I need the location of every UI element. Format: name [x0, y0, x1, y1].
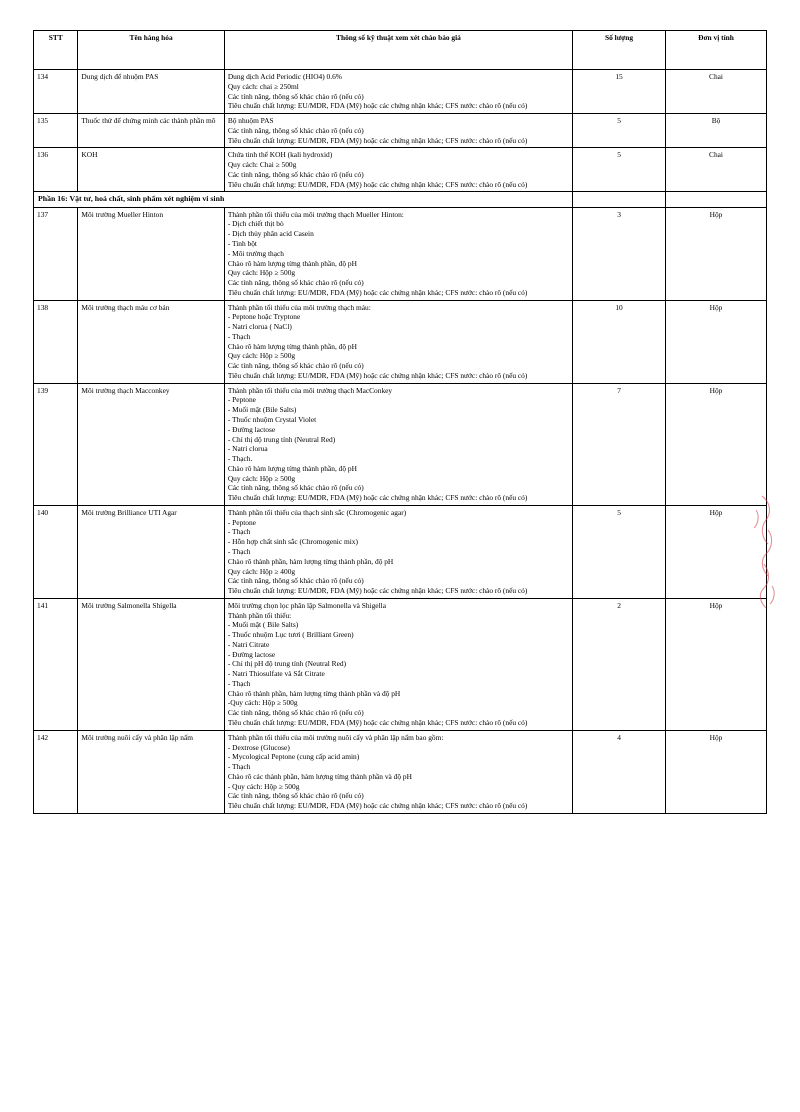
- spec-line: Tiêu chuẩn chất lượng: EU/MDR, FDA (Mỹ) hoặc các chứng nhận khác; CFS nước: chào rõ (nếu có): [227, 717, 528, 727]
- cell-spec: [224, 300, 572, 383]
- cell-stt: 141: [34, 598, 78, 730]
- spec-line: - Đường lactose: [227, 649, 276, 659]
- table-row: [34, 383, 767, 505]
- column-header-stt: STT: [34, 31, 78, 70]
- cell-stt: 140: [34, 505, 78, 598]
- cell-name: Dung dịch để nhuộm PAS: [78, 70, 224, 114]
- spec-line: Các tính năng, thông số khác chào rõ (nếu có): [227, 576, 364, 586]
- table-row: [34, 148, 767, 192]
- spec-line: - Hỗn hợp chất sinh sắc (Chromogenic mix): [227, 537, 358, 547]
- cell-stt: 138: [34, 300, 78, 383]
- spec-line: - Đường lactose: [227, 424, 276, 434]
- spec-line: Thành phần tối thiểu:: [227, 610, 292, 620]
- cell-qty: 5: [573, 148, 666, 192]
- spec-line: Thành phần tối thiểu của môi trường nuôi cấy và phân lập nấm bao gồm:: [227, 732, 444, 742]
- cell-qty: 7: [573, 383, 666, 505]
- table-body: [34, 70, 767, 814]
- cell-stt: 137: [34, 207, 78, 300]
- spec-line: Các tính năng, thông số khác chào rõ (nếu có): [227, 361, 364, 371]
- cell-unit: Hộp: [666, 505, 767, 598]
- cell-stt: 142: [34, 730, 78, 813]
- spec-line: Chào rõ hàm lượng từng thành phần, độ pH: [227, 341, 357, 351]
- cell-name: Môi trường thạch máu cơ bản: [78, 300, 224, 383]
- table-row: [34, 300, 767, 383]
- spec-line: - Mycological Peptone (cung cấp acid amin): [227, 752, 360, 762]
- spec-line: - Chỉ thị pH độ trung tính (Neutral Red): [227, 659, 347, 669]
- spec-line: Tiêu chuẩn chất lượng: EU/MDR, FDA (Mỹ) hoặc các chứng nhận khác; CFS nước: chào rõ (nếu có): [227, 135, 528, 145]
- cell-stt: 135: [34, 114, 78, 148]
- spec-line: Chứa tinh thể KOH (kali hydroxid): [227, 150, 333, 160]
- spec-line: Tiêu chuẩn chất lượng: EU/MDR, FDA (Mỹ) hoặc các chứng nhận khác; CFS nước: chào rõ (nếu có): [227, 370, 528, 380]
- cell-name: Môi trường nuôi cấy và phân lập nấm: [78, 730, 224, 813]
- spec-line: Chào rõ thành phần, hàm lượng từng thành phần, độ pH: [227, 556, 394, 566]
- spec-line: Tiêu chuẩn chất lượng: EU/MDR, FDA (Mỹ) hoặc các chứng nhận khác; CFS nước: chào rõ (nếu có): [227, 179, 528, 189]
- spec-line: - Thạch: [227, 678, 251, 688]
- cell-qty: 10: [573, 300, 666, 383]
- spec-line: - Tinh bột: [227, 239, 257, 248]
- cell-name: Môi trường Mueller Hinton: [78, 207, 224, 300]
- spec-line: - Peptone: [227, 395, 256, 405]
- spec-line: - Chỉ thị dộ trung tính (Neutral Red): [227, 434, 336, 444]
- cell-unit: Hộp: [666, 598, 767, 730]
- spec-line: Quy cách: Hộp ≥ 500g: [227, 473, 296, 483]
- spec-line: - Peptone hoặc Tryptone: [227, 312, 301, 322]
- section-row: [34, 192, 767, 207]
- spec-line: Tiêu chuẩn chất lượng: EU/MDR, FDA (Mỹ) hoặc các chứng nhận khác; CFS nước: chào rõ (nếu có): [227, 801, 528, 811]
- spec-line: - Dịch chiết thịt bò: [227, 219, 284, 229]
- spec-line: - Peptone: [227, 517, 256, 527]
- spec-line: - Thạch: [227, 546, 251, 556]
- spec-line: - Môi trường thạch: [227, 248, 284, 258]
- spec-line: Chào rõ hàm lượng từng thành phần, độ pH: [227, 258, 357, 268]
- spec-line: Dung dịch Acid Periodic (HIO4) 0.6%: [227, 72, 342, 81]
- spec-line: Tiêu chuẩn chất lượng: EU/MDR, FDA (Mỹ) hoặc các chứng nhận khác; CFS nước: chào rõ (nếu có): [227, 586, 528, 596]
- spec-line: Quy cách: chai ≥ 250ml: [227, 81, 299, 91]
- spec-line: Tiêu chuẩn chất lượng: EU/MDR, FDA (Mỹ) hoặc các chứng nhận khác; CFS nước: chào rõ (nếu có): [227, 101, 528, 111]
- items-table: [33, 30, 767, 814]
- section-qty-cell: [573, 192, 666, 207]
- cell-name: Thuốc thử để chứng minh các thành phần mô: [78, 114, 224, 148]
- cell-name: KOH: [78, 148, 224, 192]
- column-header-name: Tên hàng hóa: [78, 31, 224, 70]
- cell-qty: 3: [573, 207, 666, 300]
- cell-qty: 5: [573, 505, 666, 598]
- spec-line: Thành phần tối thiểu của môi trường thạch MacConkey: [227, 385, 393, 395]
- spec-line: - Thuốc nhuộm Lục tươi ( Brilliant Green): [227, 630, 354, 640]
- spec-line: Bộ nhuộm PAS: [227, 116, 274, 126]
- cell-spec: [224, 730, 572, 813]
- spec-line: - Thạch.: [227, 454, 253, 464]
- cell-qty: 4: [573, 730, 666, 813]
- column-header-spec: Thông số kỹ thuật xem xét chào báo giá: [224, 31, 572, 70]
- cell-qty: 15: [573, 70, 666, 114]
- spec-line: Chào rõ các thành phần, hàm lượng từng thành phần và độ pH: [227, 771, 412, 781]
- spec-line: Quy cách: Hộp ≥ 500g: [227, 268, 296, 278]
- cell-unit: Chai: [666, 70, 767, 114]
- column-header-qty: Số lượng: [573, 31, 666, 70]
- table-row: [34, 730, 767, 813]
- spec-line: Môi trường chọn lọc phân lập Salmonella và Shigella: [227, 600, 386, 610]
- spec-line: Thành phần tối thiểu của môi trường thạch Mueller Hinton:: [227, 209, 404, 219]
- spec-line: - Muối mật (Bile Salts): [227, 405, 297, 415]
- cell-qty: 2: [573, 598, 666, 730]
- spec-line: Các tính năng, thông số khác chào rõ (nếu có): [227, 708, 364, 718]
- spec-line: - Dịch thủy phân acid Casein: [227, 229, 314, 239]
- spec-line: - Quy cách: Hộp ≥ 500g: [227, 781, 300, 791]
- spec-line: Thành phần tối thiểu của môi trường thạch máu:: [227, 302, 371, 312]
- table-row: [34, 114, 767, 148]
- spec-line: Tiêu chuẩn chất lượng: EU/MDR, FDA (Mỹ) hoặc các chứng nhận khác; CFS nước: chào rõ (nếu có): [227, 287, 528, 297]
- section-unit-cell: [666, 192, 767, 207]
- table-header-row: [34, 31, 767, 70]
- cell-spec: [224, 148, 572, 192]
- cell-stt: 134: [34, 70, 78, 114]
- cell-unit: Hộp: [666, 207, 767, 300]
- spec-line: - Natri Citrate: [227, 639, 270, 649]
- spec-line: Các tính năng, thông số khác chào rõ (nếu có): [227, 791, 364, 801]
- cell-qty: 5: [573, 114, 666, 148]
- table-row: [34, 598, 767, 730]
- cell-spec: [224, 114, 572, 148]
- spec-line: Các tính năng, thông số khác chào rõ (nếu có): [227, 91, 364, 101]
- cell-spec: [224, 383, 572, 505]
- cell-stt: 136: [34, 148, 78, 192]
- spec-line: - Thạch: [227, 331, 251, 341]
- section-label: Phần 16: Vật tư, hoá chất, sinh phẩm xét nghiệm vi sinh: [34, 192, 573, 207]
- cell-name: Môi trường thạch Macconkey: [78, 383, 224, 505]
- spec-line: - Natri clorua: [227, 444, 268, 454]
- spec-line: Chào rõ hàm lượng từng thành phần, độ pH: [227, 463, 357, 473]
- cell-unit: Hộp: [666, 383, 767, 505]
- cell-unit: Hộp: [666, 300, 767, 383]
- spec-line: - Thạch: [227, 527, 251, 537]
- spec-line: Tiêu chuẩn chất lượng: EU/MDR, FDA (Mỹ) hoặc các chứng nhận khác; CFS nước: chào rõ (nếu có): [227, 493, 528, 503]
- cell-name: Môi trường Brilliance UTI Agar: [78, 505, 224, 598]
- spec-line: Chào rõ thành phần, hàm lượng từng thành phần và độ pH: [227, 688, 401, 698]
- spec-line: Các tính năng, thông số khác chào rõ (nếu có): [227, 125, 364, 135]
- table-row: [34, 70, 767, 114]
- spec-line: Quy cách: Hộp ≥ 500g: [227, 351, 296, 361]
- spec-line: - Thuốc nhuộm Crystal Violet: [227, 415, 317, 425]
- table-row: [34, 505, 767, 598]
- table-row: [34, 207, 767, 300]
- spec-line: - Muối mật ( Bile Salts): [227, 620, 299, 630]
- spec-line: - Natri clorua ( NaCl): [227, 322, 292, 332]
- column-header-unit: Đơn vị tính: [666, 31, 767, 70]
- cell-spec: [224, 70, 572, 114]
- cell-spec: [224, 207, 572, 300]
- cell-unit: Hộp: [666, 730, 767, 813]
- spec-line: -Quy cách: Hộp ≥ 500g: [227, 698, 298, 708]
- spec-line: - Thạch: [227, 762, 251, 772]
- spec-line: Thành phần tối thiểu của thạch sinh sắc (Chromogenic agar): [227, 507, 407, 517]
- spec-line: Quy cách: Hộp ≥ 400g: [227, 566, 296, 576]
- spec-line: - Dextrose (Glucose): [227, 742, 290, 752]
- cell-stt: 139: [34, 383, 78, 505]
- spec-line: - Natri Thiosulfate và Sắt Citrate: [227, 669, 325, 679]
- cell-spec: [224, 505, 572, 598]
- cell-name: Môi trường Salmonella Shigella: [78, 598, 224, 730]
- cell-unit: Chai: [666, 148, 767, 192]
- spec-line: Các tính năng, thông số khác chào rõ (nếu có): [227, 483, 364, 493]
- cell-unit: Bộ: [666, 114, 767, 148]
- table-header: [34, 31, 767, 70]
- spec-line: Các tính năng, thông số khác chào rõ (nếu có): [227, 278, 364, 288]
- spec-line: Các tính năng, thông số khác chào rõ (nếu có): [227, 169, 364, 179]
- spec-line: Quy cách: Chai ≥ 500g: [227, 160, 297, 170]
- cell-spec: [224, 598, 572, 730]
